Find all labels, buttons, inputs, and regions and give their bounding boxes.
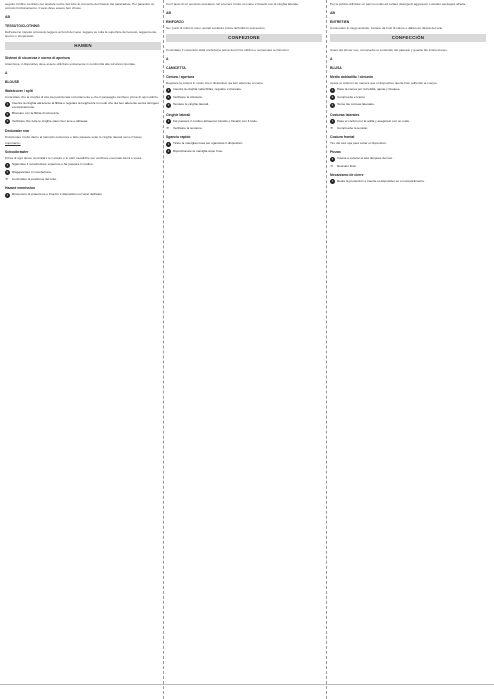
arrow-right-icon: ➜: [166, 126, 170, 130]
heading: Cinghie laterali: [166, 112, 191, 117]
paragraph: Controllare che la cinghia di vita sia posizionata correttamente e che il passaggio sia libero prima di ogni utilizzo.: [5, 95, 159, 99]
section-label: A: [5, 71, 8, 75]
paragraph: Se i punti di rinforzo sono usurati sostituire prima dell'utilizzo successivo.: [166, 26, 266, 30]
check-text: Revisión final.: [337, 163, 357, 168]
heading: Cintura / apertura: [166, 75, 195, 79]
check-item: [330, 164, 486, 168]
step: [330, 102, 486, 108]
step-number: 1: [167, 141, 170, 146]
section-band: CONFECCIÓN: [330, 34, 486, 42]
section-label: A: [166, 57, 169, 61]
section-label: AB: [166, 11, 171, 15]
step-text: Inserire la cinghia attraverso la fibbia e regolare la lunghezza in modo che sia ben aderente senza stringere eccessivamente.: [12, 101, 160, 109]
intro-text: Con l'aiuto di un secondo operatore, far scorrere il tubo nel vano e fissarlo con la cinghia laterale.: [166, 2, 299, 6]
section-label: TESSUTO/CLOTHING: [5, 24, 40, 28]
step-text: Sganciare il moschettone superiore e far passare il cordino.: [12, 162, 94, 166]
intro-text: seguire l'ordine contrario per lasciare uscire del tubo al momento del rilascio del paracadute. Per garantire un corretto funzionamento, il vano deve essere ben chiuso.: [5, 2, 155, 10]
column-separator: [326, 0, 327, 699]
step-text: Verificare la chiusura.: [173, 94, 203, 99]
step: [5, 192, 161, 198]
arrow-right-icon: ➜: [5, 177, 9, 181]
step-number: 1: [6, 192, 9, 197]
step: [166, 149, 322, 155]
step: [166, 119, 322, 125]
heading: Waistcover / split: [5, 89, 33, 93]
step: [330, 95, 486, 101]
paragraph: Prima di ogni lancio controllare le cuciture e le parti metalliche per verificare eventuali danni o usura.: [5, 156, 143, 160]
step-text: Pase el cordón por la anilla y asegúrelo con un nudo.: [337, 118, 410, 123]
intro-text: Per la pulizia utilizzare un panno umido ed evitare detergenti aggressivi. Lasciare asciugare all'aria.: [330, 2, 466, 6]
paragraph: Controllare il contenuto della confezione prima del primo utilizzo e conservare le istruzioni.: [166, 48, 290, 52]
heading: Schoolbrawler: [5, 150, 29, 154]
check-item: [330, 126, 486, 130]
step-text: Pase la correa por la hebilla, ajuste y bloquee.: [337, 87, 401, 91]
step: [166, 87, 322, 93]
check-text: Compruebe la tensión.: [337, 126, 369, 130]
step-number: 1: [6, 162, 9, 167]
step-number: 3: [331, 102, 334, 107]
column-1: [5, 0, 161, 699]
page-footer-divider: [0, 684, 494, 699]
step-text: Compruebe el cierre.: [337, 94, 366, 99]
step-text: Tirare la maniglia rossa per sganciare il dispositivo.: [173, 141, 244, 145]
arrow-right-icon: ➜: [330, 163, 334, 168]
step: [5, 170, 161, 176]
heading: Sgancio rapido: [166, 135, 191, 139]
heading: Pinzas: [330, 150, 341, 154]
step-text: Far passare il cordino attraverso l'anello e fissarlo con il nodo.: [173, 118, 258, 123]
section-label: RINFORZO: [166, 20, 184, 24]
step-number: 2: [167, 149, 170, 153]
step-number: 3: [6, 119, 9, 123]
section-label: AB: [330, 11, 335, 15]
step-number: 1: [331, 179, 334, 183]
heading: Costura frontal: [330, 135, 355, 139]
step-number: 3: [167, 102, 170, 107]
section-band: HAMEN: [5, 42, 161, 50]
step-number: 1: [331, 87, 334, 92]
step: [5, 119, 161, 125]
step: [5, 162, 161, 168]
paragraph: Conservare in luogo asciutto, lontano da fonti di calore e dalla luce diretta del sole.: [330, 26, 443, 30]
paragraph: Tire del asa roja para soltar el dispositivo.: [330, 141, 387, 145]
section-band: CONFEZIONE: [166, 34, 322, 42]
step: [166, 95, 322, 101]
step: [330, 87, 486, 93]
step: [330, 119, 486, 125]
step-text: Riagganciare il moschettone.: [12, 169, 52, 174]
step-text: Riposizionare la maniglia dopo l'uso.: [173, 148, 224, 153]
step-text: Tense las correas laterales.: [337, 102, 375, 106]
section-label: AB: [5, 15, 10, 19]
paragraph: Regolare la cintura in modo che il dispositivo sia ben aderente al corpo.: [166, 81, 264, 85]
check-text: Verificare la tensione.: [173, 126, 203, 130]
step-number: 2: [331, 95, 334, 99]
heading: Hazard emmission: [5, 186, 35, 190]
step-text: Inserire la cinghia nella fibbia, regolare e bloccare.: [173, 87, 242, 91]
section-label: CAMICETTA: [166, 66, 186, 70]
step: [5, 111, 161, 117]
step-text: Vuelva a colocar el asa después del uso.: [337, 156, 394, 160]
step-number: 2: [6, 170, 9, 174]
heading: Deckwater rear: [5, 129, 30, 133]
step-text: Bloccare con la fibbia di sicurezza.: [12, 111, 60, 115]
step-number: 1: [167, 87, 170, 92]
check-item: [5, 177, 161, 181]
check-item: [166, 126, 322, 130]
heading: Costuras laterales: [330, 112, 360, 117]
paragraph: Posizionare il tubo dietro al pannello posteriore e farlo passare sotto le cinghie laterali verso il basso.: [5, 135, 143, 139]
step-text: Rimuovere la protezione e inserire il dispositivo nel vano dedicato.: [12, 192, 103, 196]
step-number: 1: [167, 119, 170, 123]
section-label: ENTRETIEN: [330, 20, 350, 24]
heading: Mecanismo de cierre: [330, 172, 364, 177]
step: [166, 141, 322, 147]
paragraph: Antes del primer uso, compruebe el contenido del paquete y guarde las instrucciones.: [330, 48, 448, 52]
note-label: Importante:: [5, 141, 21, 145]
section-label: A: [330, 57, 333, 61]
step-number: 1: [331, 156, 334, 161]
step-number: 1: [331, 119, 334, 123]
paragraph: Ajuste el cinturón de manera que el dispositivo quede bien adherido al cuerpo.: [330, 81, 438, 85]
step-text: Verificare che tutte le cinghie siano ben tese e allineate.: [12, 118, 89, 123]
arrow-right-icon: ➜: [330, 126, 334, 130]
step: [166, 102, 322, 108]
section-label: BLOUSE: [5, 80, 20, 84]
column-separator: [163, 0, 164, 699]
section-label: BLUSA: [330, 66, 342, 70]
step-text: Retire la protección e inserte el dispositivo en el compartimento.: [337, 178, 425, 183]
paragraph: Dell'esterno rispetto al tessuto leggero ai bordi del vano, leggere su tutta la superficie del tessuto, leggermente sporco o stropicciato.: [5, 30, 157, 38]
paragraph: Attenzione: il dispositivo deve essere utilizzato unicamente in conformità alle istruzioni riportate.: [5, 62, 136, 66]
heading: Medio dobladillo / cinturón: [330, 75, 374, 79]
step: [330, 156, 486, 162]
check-text: Controllare la posizione del tubo.: [12, 177, 58, 181]
step-text: Tendere le cinghie laterali.: [173, 102, 209, 106]
step: [330, 179, 486, 185]
step-number: 2: [167, 95, 170, 99]
heading: Sistemi di sicurezza e norme di apertura: [5, 56, 70, 60]
step: [5, 101, 161, 109]
column-3: [330, 0, 486, 699]
step-number: 1: [6, 101, 9, 106]
column-2: [166, 0, 322, 699]
step-number: 2: [6, 111, 9, 116]
